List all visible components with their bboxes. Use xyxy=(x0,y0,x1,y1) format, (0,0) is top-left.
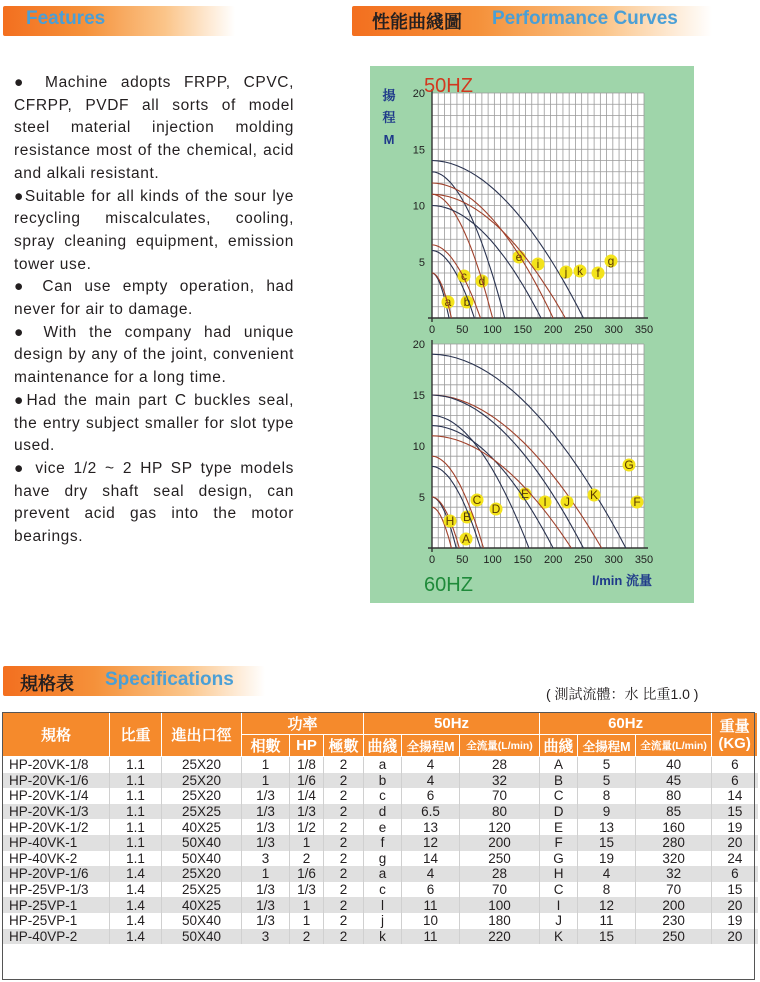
table-cell: 1.4 xyxy=(110,929,162,945)
table-cell: 12 xyxy=(578,897,636,913)
table-cell: 1.4 xyxy=(110,897,162,913)
x-tick-label: 250 xyxy=(574,554,593,566)
table-cell: 14 xyxy=(712,788,758,804)
table-cell: 1/3 xyxy=(242,804,290,820)
table-cell: B xyxy=(540,773,578,789)
curve-label-e: e xyxy=(515,250,523,264)
x-tick-label: 200 xyxy=(543,554,563,566)
table-cell: 15 xyxy=(712,882,758,898)
table-cell: 10 xyxy=(402,913,460,929)
table-cell: 1.1 xyxy=(110,851,162,867)
table-cell: a xyxy=(364,866,402,882)
table-cell: 280 xyxy=(636,835,712,851)
table-cell: 1.1 xyxy=(110,788,162,804)
table-cell: G xyxy=(540,851,578,867)
table-cell: 40 xyxy=(636,757,712,773)
table-cell: 13 xyxy=(578,819,636,835)
table-cell: 25X20 xyxy=(162,757,242,773)
table-cell: 11 xyxy=(402,929,460,945)
x-tick-label: 350 xyxy=(634,324,654,336)
table-cell: 1.1 xyxy=(110,773,162,789)
col-weight xyxy=(712,713,758,757)
x-tick-label: 250 xyxy=(574,324,593,336)
table-cell: 1/3 xyxy=(242,835,290,851)
col-hp: HP xyxy=(290,735,324,757)
curve-label-a: a xyxy=(444,295,452,309)
col-curve-60: 曲綫 xyxy=(540,735,578,757)
table-cell: 2 xyxy=(290,929,324,945)
curve-label-E: E xyxy=(520,487,530,501)
table-cell: 2 xyxy=(324,804,364,820)
table-row xyxy=(3,929,758,945)
col-power: 功率 xyxy=(242,713,364,735)
col-specific-gravity: 比重 xyxy=(110,713,162,757)
table-cell: 2 xyxy=(324,866,364,882)
curves-title-chinese: 性能曲綫圖 xyxy=(372,12,462,32)
col-head-50: 全揚程M xyxy=(402,735,460,757)
table-cell: 20 xyxy=(712,897,758,913)
table-cell: HP-40VK-1 xyxy=(3,835,110,851)
table-cell: 1/3 xyxy=(242,882,290,898)
table-cell: 2 xyxy=(324,897,364,913)
table-cell: 4 xyxy=(402,866,460,882)
table-cell: A xyxy=(540,757,578,773)
col-head-60: 全揚程M xyxy=(578,735,636,757)
table-cell: k xyxy=(364,929,402,945)
table-cell: b xyxy=(364,773,402,789)
table-cell: HP-20VK-1/8 xyxy=(3,757,110,773)
table-cell: 1 xyxy=(290,913,324,929)
table-cell: 14 xyxy=(402,851,460,867)
y-tick-label: 15 xyxy=(412,144,425,157)
table-row xyxy=(3,851,758,867)
table-cell: 20 xyxy=(712,835,758,851)
x-tick-label: 50 xyxy=(456,554,469,566)
table-cell: 1/6 xyxy=(290,773,324,789)
table-cell: 80 xyxy=(460,804,540,820)
specs-test-note: ( 測試流體：水 比重1.0 ) xyxy=(546,686,699,702)
table-cell: 15 xyxy=(712,804,758,820)
table-cell: HP-20VK-1/6 xyxy=(3,773,110,789)
table-cell: 2 xyxy=(324,835,364,851)
y-tick-label: 5 xyxy=(418,256,425,269)
table-cell: 50X40 xyxy=(162,929,242,945)
table-row xyxy=(3,866,758,882)
table-row xyxy=(3,913,758,929)
table-cell: 3 xyxy=(242,851,290,867)
x-tick-label: 350 xyxy=(634,554,654,566)
table-cell: f xyxy=(364,835,402,851)
table-cell: g xyxy=(364,851,402,867)
specifications-table xyxy=(2,712,758,944)
curve-label-C: C xyxy=(472,493,482,507)
specs-title-chinese: 規格表 xyxy=(20,674,74,694)
table-cell: HP-25VP-1 xyxy=(3,913,110,929)
curve-label-k: k xyxy=(577,264,583,278)
table-cell: 19 xyxy=(712,913,758,929)
table-cell: 12 xyxy=(402,835,460,851)
table-cell: 1.1 xyxy=(110,835,162,851)
table-cell: 250 xyxy=(460,851,540,867)
table-cell: 32 xyxy=(460,773,540,789)
table-cell: 230 xyxy=(636,913,712,929)
feature-item: ●Had the main part C buckles seal, the entry subject smaller for slot type used. xyxy=(14,391,294,455)
curve-label-c: c xyxy=(461,269,467,283)
table-cell: 100 xyxy=(460,897,540,913)
table-cell: 200 xyxy=(636,897,712,913)
table-cell: HP-20VK-1/4 xyxy=(3,788,110,804)
y-tick-label: 10 xyxy=(412,441,425,453)
curve-label-B: B xyxy=(462,510,472,524)
table-cell: 1/4 xyxy=(290,788,324,804)
table-cell: l xyxy=(364,897,402,913)
table-cell: HP-20VK-1/2 xyxy=(3,819,110,835)
table-cell: 28 xyxy=(460,866,540,882)
table-cell: 25X20 xyxy=(162,788,242,804)
table-cell: 1 xyxy=(242,757,290,773)
table-cell: 320 xyxy=(636,851,712,867)
x-tick-label: 0 xyxy=(428,554,436,566)
table-cell: 1.4 xyxy=(110,866,162,882)
table-cell: 40X25 xyxy=(162,819,242,835)
table-cell: 1 xyxy=(242,773,290,789)
table-row xyxy=(3,804,758,820)
table-cell: 50X40 xyxy=(162,913,242,929)
table-cell: 25X20 xyxy=(162,866,242,882)
curve-label-K: K xyxy=(589,488,599,502)
table-cell: 1/6 xyxy=(290,866,324,882)
table-cell: 6 xyxy=(402,788,460,804)
table-cell: 45 xyxy=(636,773,712,789)
y-tick-label: 20 xyxy=(412,339,425,351)
table-cell: 5 xyxy=(578,757,636,773)
table-cell: 2 xyxy=(324,929,364,945)
table-cell: C xyxy=(540,788,578,804)
col-weight-label: 重量 xyxy=(719,717,750,735)
curve-label-i: i xyxy=(536,257,540,271)
table-cell: 70 xyxy=(460,788,540,804)
y-tick-label: 15 xyxy=(412,390,425,402)
chart-title: 50HZ xyxy=(424,75,473,97)
table-cell: 8 xyxy=(578,788,636,804)
curve-label-D: D xyxy=(491,502,501,516)
table-cell: HP-40VK-2 xyxy=(3,851,110,867)
table-cell: HP-20VK-1/3 xyxy=(3,804,110,820)
table-cell: 2 xyxy=(324,757,364,773)
table-cell: 1.4 xyxy=(110,913,162,929)
table-cell: 180 xyxy=(460,913,540,929)
table-cell: 2 xyxy=(324,773,364,789)
table-cell: 4 xyxy=(578,866,636,882)
table-row xyxy=(3,897,758,913)
table-cell: e xyxy=(364,819,402,835)
table-cell: 1/3 xyxy=(242,897,290,913)
y-axis-label-char: 揚 xyxy=(382,88,396,103)
table-cell: 3 xyxy=(242,929,290,945)
table-cell: 2 xyxy=(324,819,364,835)
x-tick-label: 50 xyxy=(456,324,469,336)
col-weight-unit: (KG) xyxy=(718,734,751,752)
col-pole: 極數 xyxy=(324,735,364,757)
table-cell: 2 xyxy=(324,851,364,867)
table-cell: H xyxy=(540,866,578,882)
table-row xyxy=(3,835,758,851)
table-cell: 1/3 xyxy=(290,882,324,898)
curve-label-J: J xyxy=(564,495,570,509)
curve-label-I: I xyxy=(543,495,547,509)
table-cell: a xyxy=(364,757,402,773)
table-cell: c xyxy=(364,882,402,898)
features-title: Features xyxy=(26,8,106,29)
table-cell: 1/2 xyxy=(290,819,324,835)
table-cell: F xyxy=(540,835,578,851)
y-axis-label-char: 程 xyxy=(382,110,396,125)
col-model: 規格 xyxy=(3,713,110,757)
curve-label-H: H xyxy=(445,514,455,528)
table-cell: 1.4 xyxy=(110,882,162,898)
curve-label-j: j xyxy=(564,265,568,279)
col-50hz: 50Hz xyxy=(364,713,540,735)
table-cell: 6 xyxy=(712,757,758,773)
table-cell: 28 xyxy=(460,757,540,773)
curve-label-d: d xyxy=(478,274,486,288)
table-cell: 40X25 xyxy=(162,897,242,913)
table-cell: HP-40VP-2 xyxy=(3,929,110,945)
table-cell: j xyxy=(364,913,402,929)
table-cell: 160 xyxy=(636,819,712,835)
table-cell: 1.1 xyxy=(110,757,162,773)
table-cell: 50X40 xyxy=(162,835,242,851)
feature-item: ● vice 1/2 ~ 2 HP SP type models have dry shaft seal design, can prevent acid gas into the motor bearings. xyxy=(14,459,294,546)
curves-title-english: Performance Curves xyxy=(492,8,678,29)
curve-label-G: G xyxy=(624,458,634,472)
curve-label-F: F xyxy=(633,495,641,509)
feature-item: ● Machine adopts FRPP, CPVC, CFRPP, PVDF all sorts of model steel material injection molding resistance most of the chemical, acid and alkali resistant. xyxy=(14,74,294,182)
x-tick-label: 150 xyxy=(513,554,533,566)
table-cell: 9 xyxy=(578,804,636,820)
feature-item: ●Suitable for all kinds of the sour lye recycling miscalculates, cooling, spray cleaning equipment, emission tower use. xyxy=(14,187,294,273)
curve-label-g: g xyxy=(607,254,615,268)
col-port-size: 進出口徑 xyxy=(162,713,242,757)
col-phase: 相數 xyxy=(242,735,290,757)
table-cell: 15 xyxy=(578,835,636,851)
table-cell: 1 xyxy=(290,897,324,913)
x-tick-label: 300 xyxy=(604,554,623,566)
x-tick-label: 100 xyxy=(483,554,502,566)
table-cell: 13 xyxy=(402,819,460,835)
table-cell: 85 xyxy=(636,804,712,820)
table-cell: 2 xyxy=(324,788,364,804)
table-cell: 25X20 xyxy=(162,773,242,789)
table-cell: J xyxy=(540,913,578,929)
table-cell: 1.1 xyxy=(110,819,162,835)
y-tick-label: 10 xyxy=(412,200,425,213)
x-tick-label: 300 xyxy=(604,324,623,336)
feature-item: ● Can use empty operation, had never for air to damage. xyxy=(14,278,294,319)
table-cell: 5 xyxy=(578,773,636,789)
table-cell: 19 xyxy=(712,819,758,835)
col-curve-50: 曲綫 xyxy=(364,735,402,757)
table-row xyxy=(3,773,758,789)
table-cell: 1/3 xyxy=(290,804,324,820)
y-tick-label: 20 xyxy=(412,88,425,100)
specs-title-english: Specifications xyxy=(105,669,234,690)
table-cell: d xyxy=(364,804,402,820)
table-cell: D xyxy=(540,804,578,820)
col-flow-50: 全流量(L/min) xyxy=(460,735,540,757)
curve-label-b: b xyxy=(463,295,471,309)
table-cell: E xyxy=(540,819,578,835)
table-cell: 6 xyxy=(712,866,758,882)
y-axis-label-char: M xyxy=(383,132,395,147)
x-tick-label: 100 xyxy=(483,324,502,336)
table-cell: HP-25VP-1 xyxy=(3,897,110,913)
chart-title: 60HZ xyxy=(424,574,473,596)
table-cell: I xyxy=(540,897,578,913)
table-cell: 1 xyxy=(290,835,324,851)
table-cell: 24 xyxy=(712,851,758,867)
table-cell: 11 xyxy=(578,913,636,929)
table-cell: 250 xyxy=(636,929,712,945)
table-cell: HP-25VP-1/3 xyxy=(3,882,110,898)
table-cell: 50X40 xyxy=(162,851,242,867)
table-cell: 25X25 xyxy=(162,804,242,820)
table-row xyxy=(3,788,758,804)
x-tick-label: 150 xyxy=(513,324,533,336)
table-cell: 11 xyxy=(402,897,460,913)
table-cell: 32 xyxy=(636,866,712,882)
y-tick-label: 5 xyxy=(418,492,425,504)
curve-label-A: A xyxy=(461,532,471,546)
col-flow-60: 全流量(L/min) xyxy=(636,735,712,757)
table-cell: 15 xyxy=(578,929,636,945)
table-cell: C xyxy=(540,882,578,898)
col-60hz: 60Hz xyxy=(540,713,712,735)
table-cell: 2 xyxy=(324,913,364,929)
table-cell: HP-20VP-1/6 xyxy=(3,866,110,882)
table-cell: 25X25 xyxy=(162,882,242,898)
table-cell: 2 xyxy=(290,851,324,867)
table-cell: 1 xyxy=(242,866,290,882)
table-row xyxy=(3,819,758,835)
table-cell: c xyxy=(364,788,402,804)
table-cell: 20 xyxy=(712,929,758,945)
table-cell: 80 xyxy=(636,788,712,804)
table-cell: 1.1 xyxy=(110,804,162,820)
table-cell: 1/3 xyxy=(242,819,290,835)
table-cell: 120 xyxy=(460,819,540,835)
table-cell: 2 xyxy=(324,882,364,898)
x-tick-label: 200 xyxy=(543,324,563,336)
table-cell: 6 xyxy=(712,773,758,789)
curve-label-f: f xyxy=(596,266,600,280)
table-cell: 8 xyxy=(578,882,636,898)
table-cell: 6 xyxy=(402,882,460,898)
table-cell: 1/3 xyxy=(242,913,290,929)
table-cell: K xyxy=(540,929,578,945)
x-tick-label: 0 xyxy=(428,324,436,336)
table-row xyxy=(3,882,758,898)
table-cell: 4 xyxy=(402,757,460,773)
table-cell: 1/3 xyxy=(242,788,290,804)
feature-item: ● With the company had unique design by any of the joint, convenient maintenance for a long time. xyxy=(14,323,294,387)
table-cell: 220 xyxy=(460,929,540,945)
table-row xyxy=(3,757,758,773)
table-cell: 4 xyxy=(402,773,460,789)
table-cell: 70 xyxy=(460,882,540,898)
x-axis-label: l/min 流量 xyxy=(592,573,652,588)
table-cell: 19 xyxy=(578,851,636,867)
table-cell: 70 xyxy=(636,882,712,898)
table-cell: 200 xyxy=(460,835,540,851)
table-cell: 6.5 xyxy=(402,804,460,820)
table-cell: 1/8 xyxy=(290,757,324,773)
